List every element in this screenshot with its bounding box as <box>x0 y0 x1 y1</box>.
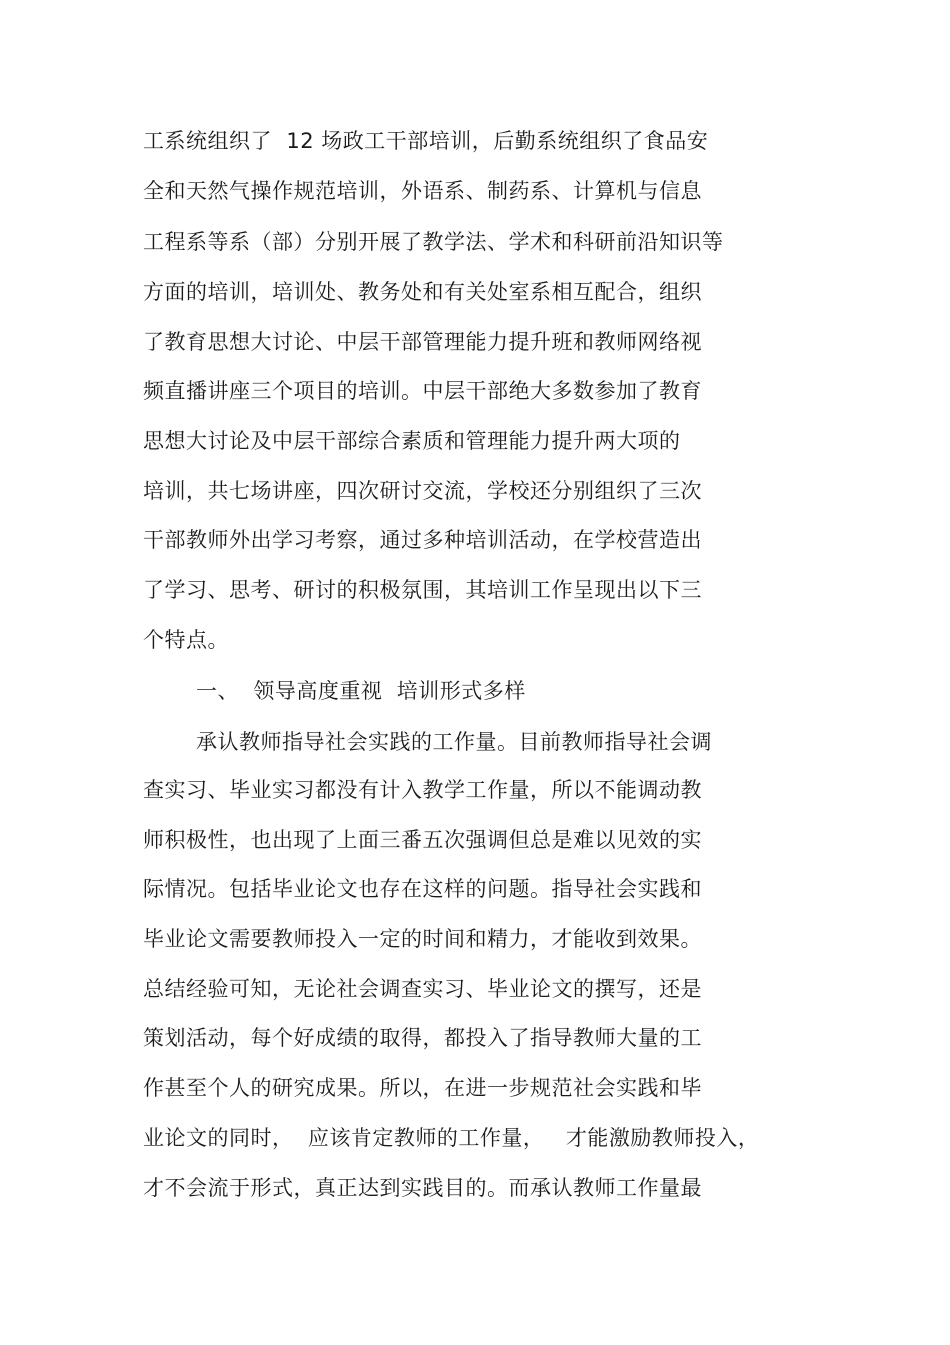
text-line: 个特点。 <box>143 628 229 652</box>
text-line: 工系统组织了 12 场政工干部培训，后勤系统组织了食品安 <box>143 129 709 153</box>
text-line: 了教育思想大讨论、中层干部管理能力提升班和教师网络视 <box>143 330 702 354</box>
text-line: 际情况。包括毕业论文也存在这样的问题。指导社会实践和 <box>143 877 702 901</box>
text-line: 干部教师外出学习考察，通过多种培训活动，在学校营造出 <box>143 528 702 552</box>
text-line: 方面的培训，培训处、教务处和有关处室系相互配合，组织 <box>143 280 702 304</box>
text-line: 查实习、毕业实习都没有计入教学工作量，所以不能调动教 <box>143 778 702 802</box>
text-line: 才不会流于形式，真正达到实践目的。而承认教师工作量最 <box>143 1176 702 1200</box>
text-line: 毕业论文需要教师投入一定的时间和精力，才能收到效果。 <box>143 927 702 951</box>
text-line: 工程系等系（部）分别开展了教学法、学术和科研前沿知识等 <box>143 230 724 254</box>
text-line: 思想大讨论及中层干部综合素质和管理能力提升两大项的 <box>143 429 681 453</box>
text-line: 作甚至个人的研究成果。所以，在进一步规范社会实践和毕 <box>143 1076 702 1100</box>
text-line: 频直播讲座三个项目的培训。中层干部绝大多数参加了教育 <box>143 379 702 403</box>
text-line: 培训，共七场讲座，四次研讨交流，学校还分别组织了三次 <box>143 479 702 503</box>
text-line: 承认教师指导社会实践的工作量。目前教师指导社会调 <box>196 730 712 754</box>
section-heading: 一、 领导高度重视 培训形式多样 <box>196 679 526 703</box>
text-line: 师积极性，也出现了上面三番五次强调但总是难以见效的实 <box>143 828 702 852</box>
text-line: 策划活动，每个好成绩的取得，都投入了指导教师大量的工 <box>143 1026 702 1050</box>
text-line: 了学习、思考、研讨的积极氛围，其培训工作呈现出以下三 <box>143 578 702 602</box>
text-line: 全和天然气操作规范培训，外语系、制药系、计算机与信息 <box>143 179 702 203</box>
text-line: 业论文的同时， 应该肯定教师的工作量， 才能激励教师投入， <box>143 1126 760 1150</box>
text-line: 总结经验可知，无论社会调查实习、毕业论文的撰写，还是 <box>143 977 702 1001</box>
